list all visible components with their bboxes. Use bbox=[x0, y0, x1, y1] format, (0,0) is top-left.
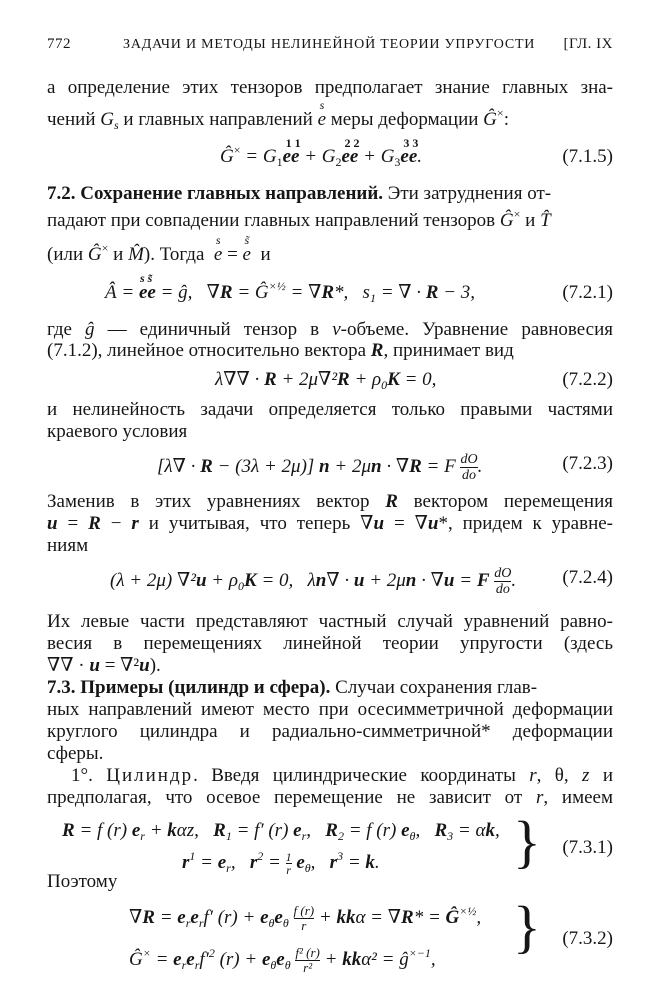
text-line: и нелинейность задачи определяется только правыми частями bbox=[47, 399, 613, 420]
text-line: сферы. bbox=[47, 743, 104, 764]
section-7-2-first-line bbox=[47, 182, 613, 206]
text-line: ниям bbox=[47, 535, 89, 556]
right-brace: } bbox=[513, 809, 541, 874]
eq-number: (7.1.5) bbox=[562, 146, 613, 167]
text-fragment: Случаи сохранения глав- bbox=[335, 677, 538, 698]
eq-number: (7.2.3) bbox=[562, 453, 613, 474]
eq-number: (7.3.1) bbox=[562, 837, 613, 858]
text-fragment: Эти затруднения от- bbox=[387, 183, 552, 204]
equation-7-2-3: [λ∇ · R − (3λ + 2μ)] n + 2μn · ∇R = F $\frac{dO}{do}$ . bbox=[157, 452, 483, 483]
equation-7-3-1-line1: R = f (r) $e_r + k\alpha z$, $R_1 = f'$ (r) $e_r$, $R_2 = f$ (r) $e_\theta$, $R_3 = \alpha k$, bbox=[62, 820, 500, 843]
equation-7-2-4: (λ + 2μ) $\nabla^2u + \rho_0K = 0$, λn∇ · u + 2μn · ∇u = F $\frac{dO}{do}$ . bbox=[110, 566, 517, 597]
running-header bbox=[47, 36, 613, 58]
equation-7-3-2-line2: Ĝ× = $e_re_rf'^2$ $(r) + e_\theta e_\theta$ $\frac{\text{f² (r)}}{\text{r²}}$ + $kk\alpha^2 = ĝ^{\times-1}$, bbox=[129, 945, 436, 975]
eq-number: (7.2.4) bbox=[562, 567, 613, 588]
text-line: u = R − r и учитывая, что теперь ∇u = ∇u*, придем к уравне- bbox=[47, 513, 614, 534]
equation-7-3-2-line1: $\nabla R = e_re_rf'$ $(r) + e_\theta e_\theta$ $\frac{f (r)}{r}$ + $kk\alpha = \nabla R* = Ĝ^{\times\frac{1}{2}}$, bbox=[129, 903, 482, 933]
equation-7-1-5: Ĝ× = $G_1$ 1 1 ee + $G_2$ 2 2 ee + $G_3$ 3 3 ee. bbox=[220, 136, 423, 169]
text-line: Заменив в этих уравнениях вектор R вектором перемещения bbox=[47, 491, 613, 512]
text-line: ных направлений имеют место при осесимметричной деформации bbox=[47, 699, 613, 720]
text-line: Их левые части представляют частный случай уравнений равно- bbox=[47, 611, 613, 632]
chapter-label: [ГЛ. IX bbox=[563, 36, 613, 52]
text-line: а определение этих тензоров предполагает знание главных зна- bbox=[47, 77, 613, 98]
text-line: где ĝ — единичный тензор в v-объеме. Уравнение равновесия bbox=[47, 319, 613, 340]
text-line: круглого цилиндра и радиально-симметричной* деформации bbox=[47, 721, 613, 742]
section-title: 7.3. Примеры (цилиндр и сфера). bbox=[47, 677, 331, 698]
eq-number: (7.3.2) bbox=[562, 928, 613, 949]
text-line: (или Ĝ× и M̂). Тогда s e = s̃ e и bbox=[47, 233, 271, 265]
eq-number: (7.2.1) bbox=[562, 282, 613, 303]
text-line: ∇∇ · u = ∇²u). bbox=[47, 655, 161, 676]
eq-number: (7.2.2) bbox=[562, 369, 613, 390]
text-line: Поэтому bbox=[47, 871, 118, 892]
right-brace: } bbox=[513, 894, 541, 959]
section-7-3-first-line bbox=[47, 676, 613, 700]
running-title: ЗАДАЧИ И МЕТОДЫ НЕЛИНЕЙНОЙ ТЕОРИИ УПРУГОСТИ bbox=[123, 37, 536, 52]
text-line: падают при совпадении главных направлений тензоров Ĝ× и T̂ bbox=[47, 207, 551, 231]
text-line: 1°. Цилиндр. Введя цилиндрические координаты r, θ, z и bbox=[71, 765, 613, 786]
text-line: краевого условия bbox=[47, 421, 188, 442]
equation-7-2-1: Â = s s̃ ee = ĝ, $\nabla R = Ĝ^{\times\frac{1}{2}} = \nabla R*$, $s_1$ = ∇ · R − 3, bbox=[105, 271, 476, 305]
text-line: (7.1.2), линейное относительно вектора R, принимает вид bbox=[47, 340, 514, 361]
text-line: чений $G_s$ и главных направлений s e меры деформации Ĝ×: bbox=[47, 98, 509, 132]
page-number: 772 bbox=[47, 36, 71, 52]
equation-7-3-1-line2: $r^1 = e_r$, $r^2$ = $\frac{1}{r}$ $e_\theta$, $r^3 = k$. bbox=[182, 849, 380, 878]
text-line: весия в перемещениях линейной теории упругости (здесь bbox=[47, 633, 613, 654]
section-title: 7.2. Сохранение главных направлений. bbox=[47, 183, 384, 204]
text-line: предполагая, что осевое перемещение не зависит от r, имеем bbox=[47, 787, 613, 808]
equation-7-2-2: $\lambda\nabla\nabla \cdot R + 2\mu\nabla^2R + \rho_0K = 0$, bbox=[215, 369, 437, 392]
